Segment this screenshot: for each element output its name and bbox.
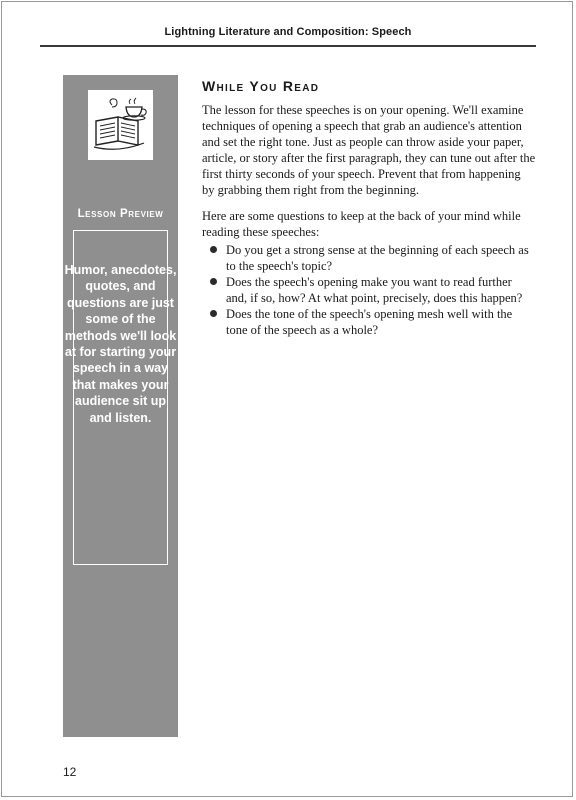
list-item: [202, 306, 536, 338]
bullet-icon: [210, 246, 217, 253]
running-header: Lightning Literature and Composition: Speech: [164, 26, 412, 38]
open-book-and-tea-icon: [90, 97, 150, 151]
page-number: 12: [63, 765, 77, 779]
lesson-preview-sidebar: [63, 75, 178, 737]
lesson-preview-text: Humor, anecdotes, quotes, and questions are just some of the methods we'll look at for starting your speech in a way that makes your audience sit up and listen.: [64, 263, 177, 425]
questions-intro-paragraph: Here are some questions to keep at the back of your mind while reading these speeches:: [202, 209, 521, 239]
question-list: [202, 242, 536, 338]
list-item: [202, 274, 536, 306]
list-item: [202, 242, 536, 274]
bullet-icon: [210, 310, 217, 317]
bullet-icon: [210, 278, 217, 285]
section-heading: While You Read: [202, 78, 320, 94]
question-text: Does the tone of the speech's opening mesh well with the tone of the speech as a whole?: [226, 307, 513, 337]
header-rule: [40, 45, 536, 47]
illustration-box: [88, 90, 153, 160]
question-text: Does the speech's opening make you want to read further and, if so, how? At what point, precisely, does this happen?: [226, 275, 523, 305]
lesson-preview-heading: Lesson Preview: [77, 208, 164, 220]
question-text: Do you get a strong sense at the beginning of each speech as to the speech's topic?: [226, 243, 529, 273]
opening-paragraph: The lesson for these speeches is on your opening. We'll examine techniques of opening a speech that grab an audience's attention and set the right tone. Just as people can throw aside your paper, article, or story after the first paragraph, they can tune out after the first thirty seconds of your speech. Prevent that from happening by grabbing them right from the beginning.: [202, 103, 536, 197]
